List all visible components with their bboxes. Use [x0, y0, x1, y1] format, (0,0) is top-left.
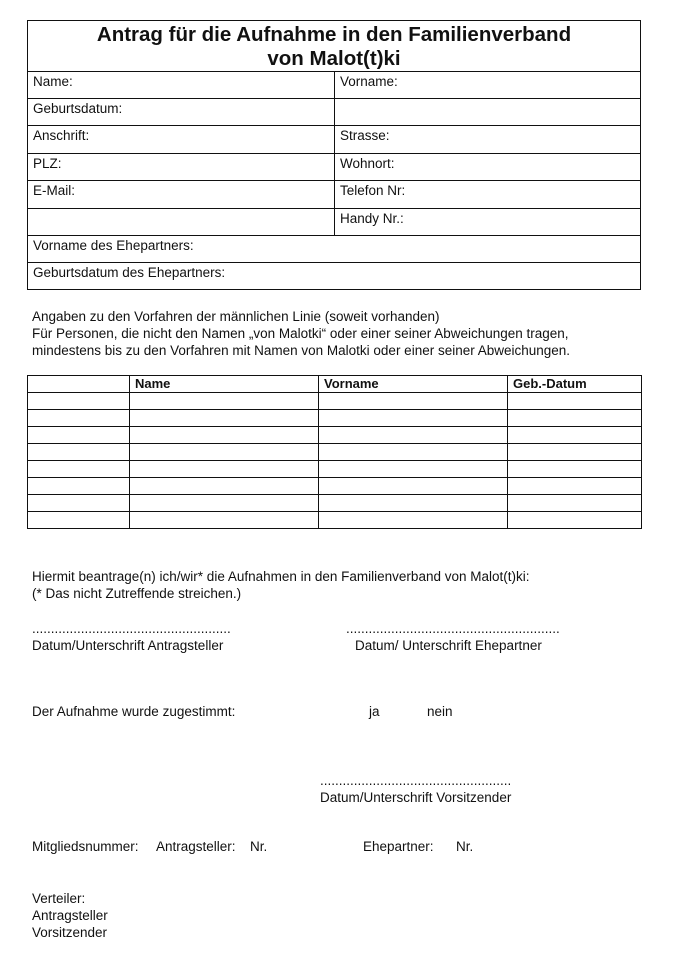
table-cell[interactable] [319, 393, 508, 410]
chair-signature [320, 772, 511, 806]
spouse-signature-line: ......................................................... [346, 621, 560, 636]
ancestors-intro-line-2: Für Personen, die nicht den Namen „von Malotki“ oder einer seiner Abweichungen tragen, [32, 326, 569, 341]
distribution-item: Antragsteller [32, 908, 108, 923]
table-cell[interactable] [319, 410, 508, 427]
handy-field-label: Handy Nr.: [340, 211, 404, 226]
column-header-geb-datum: Geb.-Datum [508, 376, 642, 393]
geburtsdatum-field-label: Geburtsdatum: [33, 101, 123, 116]
application-statement [32, 568, 529, 602]
application-statement-line-1: Hiermit beantrage(n) ich/wir* die Aufnahmen in den Familienverband von Malot(t)ki: [32, 569, 530, 584]
plz-field-label: PLZ: [33, 156, 62, 171]
telefon-field-label: Telefon Nr: [340, 183, 406, 198]
table-cell[interactable] [130, 444, 319, 461]
spouse-signature-label: Datum/ Unterschrift Ehepartner [355, 638, 542, 653]
table-cell[interactable] [130, 512, 319, 529]
table-cell[interactable] [28, 444, 130, 461]
applicant-signature-label: Datum/Unterschrift Antragsteller [32, 638, 224, 653]
table-cell[interactable] [508, 461, 642, 478]
ancestors-intro [32, 308, 570, 359]
table-row [28, 478, 642, 495]
chair-signature-line: ................................................... [320, 773, 512, 788]
email-field-label: E-Mail: [33, 183, 76, 198]
ancestors-table-header [28, 376, 642, 393]
wohnort-field-label: Wohnort: [340, 156, 395, 171]
table-cell[interactable] [28, 427, 130, 444]
table-cell[interactable] [130, 410, 319, 427]
membership-applicant-nr: Nr. [250, 839, 268, 854]
table-cell[interactable] [508, 393, 642, 410]
form-title-line-2: von Malot(t)ki [267, 47, 401, 70]
membership-spouse-nr: Nr. [456, 839, 474, 854]
ancestors-table [27, 375, 642, 529]
anschrift-field-label: Anschrift: [33, 128, 90, 143]
table-cell[interactable] [508, 512, 642, 529]
name-field-label: Name: [33, 74, 73, 89]
approval-no-option: nein [427, 704, 453, 719]
distribution-title: Verteiler: [32, 891, 86, 906]
table-cell[interactable] [130, 461, 319, 478]
geburtsdatum-ehepartner-field-label: Geburtsdatum des Ehepartners: [33, 265, 226, 280]
membership-label: Mitgliedsnummer: [32, 839, 139, 854]
vorname-ehepartner-field-label: Vorname des Ehepartners: [33, 238, 194, 253]
approval-yes-option: ja [369, 704, 380, 719]
form-title [28, 21, 640, 72]
table-cell[interactable] [319, 512, 508, 529]
personal-data-form [27, 20, 641, 290]
table-row [28, 393, 642, 410]
table-cell[interactable] [130, 393, 319, 410]
table-cell[interactable] [508, 427, 642, 444]
spouse-signature [346, 620, 560, 654]
application-statement-line-2: (* Das nicht Zutreffende streichen.) [32, 586, 242, 601]
table-cell[interactable] [28, 495, 130, 512]
table-cell[interactable] [28, 410, 130, 427]
distribution-list [32, 890, 108, 941]
table-cell[interactable] [28, 512, 130, 529]
column-header-vorname: Vorname [319, 376, 508, 393]
membership-applicant-label: Antragsteller: [156, 839, 236, 854]
table-row [28, 512, 642, 529]
table-cell[interactable] [28, 393, 130, 410]
distribution-item: Vorsitzender [32, 925, 108, 940]
table-cell[interactable] [319, 478, 508, 495]
table-cell[interactable] [28, 461, 130, 478]
table-row [28, 444, 642, 461]
table-cell[interactable] [508, 410, 642, 427]
table-cell[interactable] [319, 444, 508, 461]
applicant-signature [32, 620, 231, 654]
table-cell[interactable] [319, 427, 508, 444]
strasse-field-label: Strasse: [340, 128, 390, 143]
table-cell[interactable] [130, 495, 319, 512]
table-row [28, 495, 642, 512]
table-cell[interactable] [319, 495, 508, 512]
ancestors-intro-line-3: mindestens bis zu den Vorfahren mit Namen von Malotki oder einer seiner Abweichungen. [32, 343, 571, 358]
table-cell[interactable] [508, 444, 642, 461]
applicant-signature-line: ..................................................... [32, 621, 231, 636]
ancestors-intro-line-1: Angaben zu den Vorfahren der männlichen Linie (soweit vorhanden) [32, 309, 440, 324]
table-cell[interactable] [508, 495, 642, 512]
table-row [28, 461, 642, 478]
table-cell[interactable] [319, 461, 508, 478]
table-cell[interactable] [130, 478, 319, 495]
table-row [28, 427, 642, 444]
table-cell[interactable] [508, 478, 642, 495]
approval-question: Der Aufnahme wurde zugestimmt: [32, 704, 236, 719]
membership-spouse-label: Ehepartner: [363, 839, 434, 854]
table-row [28, 410, 642, 427]
column-header-name: Name [130, 376, 319, 393]
form-title-line-1: Antrag für die Aufnahme in den Familienverband [96, 23, 572, 46]
column-header [28, 376, 130, 393]
vorname-field-label: Vorname: [340, 74, 398, 89]
table-cell[interactable] [28, 478, 130, 495]
chair-signature-label: Datum/Unterschrift Vorsitzender [320, 790, 512, 805]
table-cell[interactable] [130, 427, 319, 444]
